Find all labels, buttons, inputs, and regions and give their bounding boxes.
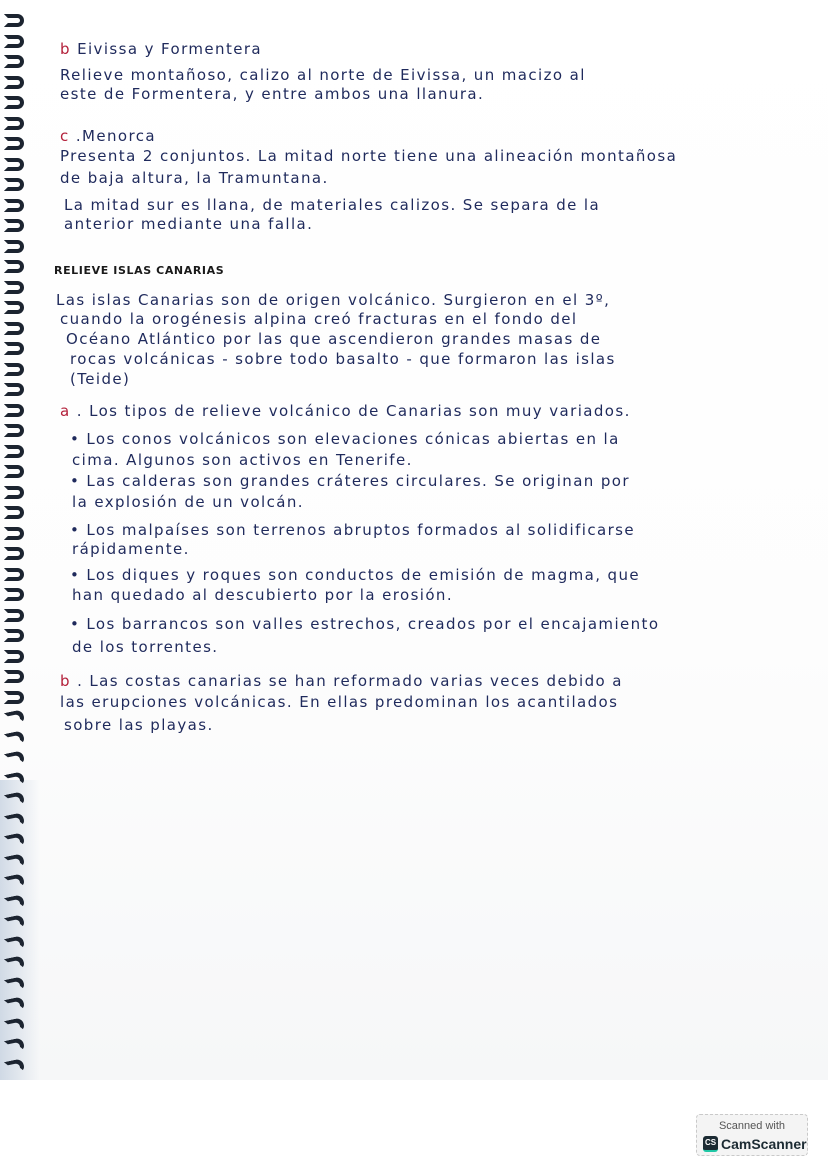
- spiral-ring: [4, 670, 24, 683]
- bullet-line: la explosión de un volcán.: [72, 493, 304, 511]
- spiral-binding: [0, 14, 30, 1084]
- spiral-ring: [4, 424, 24, 437]
- spiral-ring: [4, 240, 24, 253]
- text-line: (Teide): [70, 370, 131, 388]
- section-b2-heading: [60, 672, 623, 690]
- spiral-ring: [4, 914, 24, 931]
- spiral-ring: [4, 1016, 24, 1033]
- spiral-ring: [4, 383, 24, 396]
- spiral-ring: [4, 1037, 24, 1054]
- spiral-ring: [4, 55, 24, 68]
- section-label: b: [60, 40, 71, 58]
- spiral-ring: [4, 996, 24, 1013]
- section-label: b: [60, 672, 71, 690]
- spiral-ring: [4, 117, 24, 130]
- spiral-ring: [4, 14, 24, 27]
- spiral-ring: [4, 873, 24, 890]
- section-label: a: [60, 402, 71, 420]
- section-b-heading: [60, 40, 262, 58]
- section-c-heading: [60, 127, 156, 145]
- text-line: Océano Atlántico por las que ascendieron grandes masas de: [66, 330, 602, 348]
- spiral-ring: [4, 445, 24, 458]
- section-title: . Las costas canarias se han reformado varias veces debido a: [77, 672, 623, 690]
- spiral-ring: [4, 629, 24, 642]
- text-line: este de Formentera, y entre ambos una llanura.: [60, 85, 485, 103]
- text-line: Las islas Canarias son de origen volcánico. Surgieron en el 3º,: [56, 291, 611, 309]
- watermark-brand: [703, 1136, 807, 1152]
- bullet-line: de los torrentes.: [72, 638, 219, 656]
- spiral-ring: [4, 852, 24, 869]
- spiral-ring: [4, 811, 24, 828]
- text-line: Presenta 2 conjuntos. La mitad norte tiene una alineación montañosa: [60, 147, 678, 165]
- section-title: . Los tipos de relieve volcánico de Canarias son muy variados.: [76, 402, 631, 420]
- text-line: las erupciones volcánicas. En ellas predominan los acantilados: [60, 693, 619, 711]
- spiral-ring: [4, 404, 24, 417]
- spiral-ring: [4, 219, 24, 232]
- spiral-ring: [4, 76, 24, 89]
- camscanner-logo-icon: CS: [703, 1136, 718, 1152]
- bullet-line: • Las calderas son grandes cráteres circulares. Se originan por: [70, 472, 630, 490]
- section-title: Eivissa y Formentera: [77, 40, 263, 58]
- spiral-ring: [4, 322, 24, 335]
- spiral-ring: [4, 35, 24, 48]
- spiral-ring: [4, 465, 24, 478]
- spiral-ring: [4, 609, 24, 622]
- spiral-ring: [4, 893, 24, 910]
- spiral-ring: [4, 158, 24, 171]
- bullet-line: • Los conos volcánicos son elevaciones cónicas abiertas en la: [70, 430, 620, 448]
- section-a-heading: [60, 402, 631, 420]
- section-label: c: [60, 127, 70, 145]
- text-line: de baja altura, la Tramuntana.: [60, 169, 329, 187]
- text-line: La mitad sur es llana, de materiales calizos. Se separa de la: [64, 196, 601, 214]
- text-line: sobre las playas.: [64, 716, 214, 734]
- watermark-caption: Scanned with: [718, 1120, 786, 1132]
- spiral-ring: [4, 691, 24, 704]
- bullet-line: rápidamente.: [72, 540, 190, 558]
- spiral-ring: [4, 750, 24, 767]
- spiral-ring: [4, 547, 24, 560]
- spiral-ring: [4, 178, 24, 191]
- spiral-ring: [4, 934, 24, 951]
- spiral-ring: [4, 260, 24, 273]
- spiral-ring: [4, 955, 24, 972]
- spiral-ring: [4, 137, 24, 150]
- camscanner-watermark: [696, 1114, 808, 1156]
- spiral-ring: [4, 832, 24, 849]
- spiral-ring: [4, 363, 24, 376]
- brand-name: CamScanner: [721, 1136, 807, 1152]
- spiral-ring: [4, 650, 24, 663]
- spiral-ring: [4, 709, 24, 726]
- spiral-ring: [4, 791, 24, 808]
- spiral-ring: [4, 729, 24, 746]
- bullet-line: • Los barrancos son valles estrechos, creados por el encajamiento: [70, 615, 660, 633]
- text-line: cuando la orogénesis alpina creó fracturas en el fondo del: [60, 310, 578, 328]
- spiral-ring: [4, 588, 24, 601]
- text-line: anterior mediante una falla.: [64, 215, 314, 233]
- section-title: .Menorca: [75, 127, 156, 145]
- bullet-line: cima. Algunos son activos en Tenerife.: [72, 451, 413, 469]
- bullet-line: • Los malpaíses son terrenos abruptos formados al solidificarse: [70, 521, 635, 539]
- spiral-ring: [4, 527, 24, 540]
- spiral-ring: [4, 342, 24, 355]
- text-line: Relieve montañoso, calizo al norte de Eivissa, un macizo al: [60, 66, 586, 84]
- spiral-ring: [4, 96, 24, 109]
- spiral-ring: [4, 199, 24, 212]
- bullet-line: • Los diques y roques son conductos de emisión de magma, que: [70, 566, 641, 584]
- spiral-ring: [4, 301, 24, 314]
- spiral-ring: [4, 568, 24, 581]
- text-line: rocas volcánicas - sobre todo basalto - que formaron las islas: [70, 350, 616, 368]
- spiral-ring: [4, 486, 24, 499]
- spiral-ring: [4, 975, 24, 992]
- spiral-ring: [4, 281, 24, 294]
- spiral-ring: [4, 506, 24, 519]
- spiral-ring: [4, 1057, 24, 1074]
- bullet-line: han quedado al descubierto por la erosión.: [72, 586, 454, 604]
- spiral-ring: [4, 770, 24, 787]
- canarias-heading: RELIEVE ISLAS CANARIAS: [54, 264, 225, 277]
